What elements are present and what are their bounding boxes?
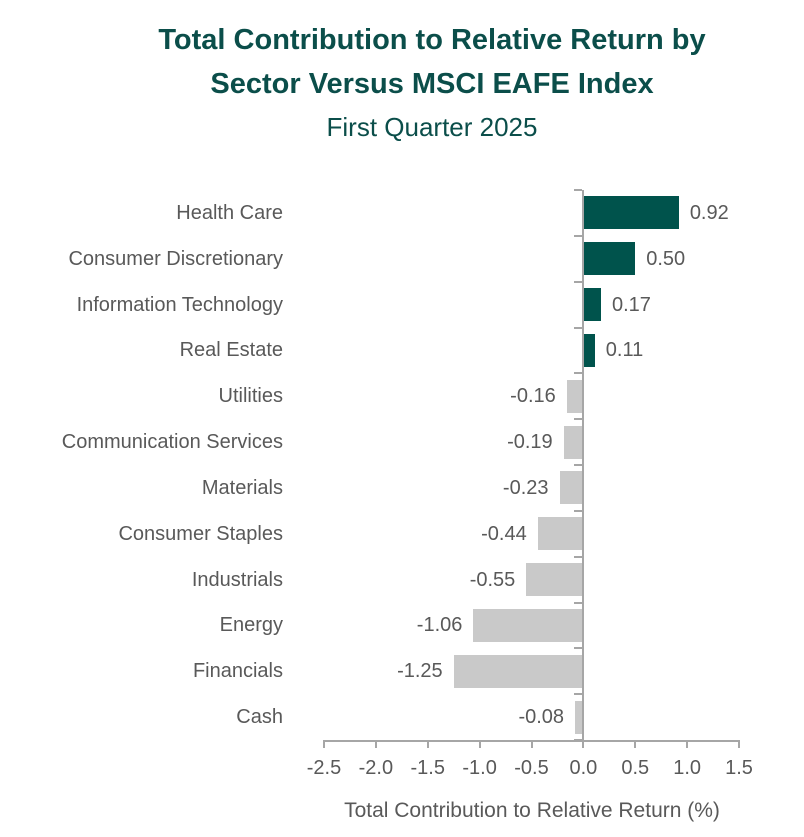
y-axis-tick [574, 647, 582, 649]
y-axis-tick [574, 372, 582, 374]
category-label: Real Estate [179, 339, 283, 362]
y-axis-tick [574, 464, 582, 466]
bar [583, 242, 635, 275]
bar [583, 196, 678, 229]
category-label: Consumer Staples [118, 522, 283, 545]
y-axis-tick [574, 327, 582, 329]
x-axis-tick [686, 740, 688, 748]
bar [538, 517, 584, 550]
value-label: -0.44 [481, 522, 527, 545]
bar [567, 380, 584, 413]
value-label: 0.50 [646, 247, 686, 270]
y-axis-tick [574, 602, 582, 604]
y-axis-tick [574, 510, 582, 512]
y-axis-line [582, 190, 584, 742]
x-tick-label: 0.0 [569, 757, 598, 779]
chart-title-line2: Sector Versus MSCI EAFE Index [210, 68, 654, 100]
y-axis-tick [574, 281, 582, 283]
bar [560, 471, 584, 504]
category-label: Health Care [176, 201, 283, 224]
x-axis-title: Total Contribution to Relative Return (%) [344, 799, 720, 822]
value-label: 0.11 [605, 339, 644, 362]
value-label: 0.17 [612, 293, 651, 316]
value-label: -0.16 [510, 385, 556, 408]
x-tick-label: 0.5 [621, 757, 650, 779]
value-label: -0.23 [502, 476, 549, 499]
category-label: Consumer Discretionary [68, 247, 283, 270]
x-axis-tick [479, 740, 481, 748]
bar [473, 609, 583, 642]
x-axis-tick [323, 740, 325, 748]
bar [564, 426, 584, 459]
bar [583, 334, 594, 367]
bar [454, 655, 584, 688]
bar [583, 288, 601, 321]
chart-subtitle: First Quarter 2025 [326, 112, 538, 142]
x-axis-tick [427, 740, 429, 748]
category-label: Materials [201, 476, 283, 499]
y-axis-tick [574, 693, 582, 695]
category-label: Financials [192, 660, 283, 683]
value-label: 0.92 [689, 201, 729, 224]
category-label: Utilities [218, 385, 283, 408]
y-axis-tick [574, 235, 582, 237]
x-tick-label: -2.5 [306, 757, 342, 779]
x-axis-tick [634, 740, 636, 748]
y-axis-tick [574, 189, 582, 191]
x-tick-label: -1.0 [462, 757, 497, 779]
value-label: -0.19 [507, 431, 553, 454]
x-axis-tick [531, 740, 533, 748]
value-label: -1.06 [416, 614, 463, 637]
category-label: Communication Services [61, 431, 283, 454]
x-tick-label: -1.5 [410, 757, 445, 779]
category-label: Information Technology [76, 293, 283, 316]
value-label: -0.08 [518, 706, 565, 729]
y-axis-tick [574, 556, 582, 558]
value-label: -1.25 [397, 660, 443, 683]
value-label: -0.55 [469, 568, 516, 591]
category-label: Cash [236, 706, 283, 729]
x-axis-tick [375, 740, 377, 748]
category-label: Energy [219, 614, 283, 637]
x-tick-label: 1.5 [725, 757, 753, 779]
x-axis-tick [582, 740, 584, 748]
bar [526, 563, 583, 596]
x-tick-label: -0.5 [514, 757, 549, 779]
x-axis-tick [738, 740, 740, 748]
x-tick-label: -2.0 [358, 757, 394, 779]
category-label: Industrials [191, 568, 283, 591]
chart-title-line1: Total Contribution to Relative Return by [158, 24, 706, 56]
x-tick-label: 1.0 [673, 757, 702, 779]
y-axis-tick [574, 418, 582, 420]
